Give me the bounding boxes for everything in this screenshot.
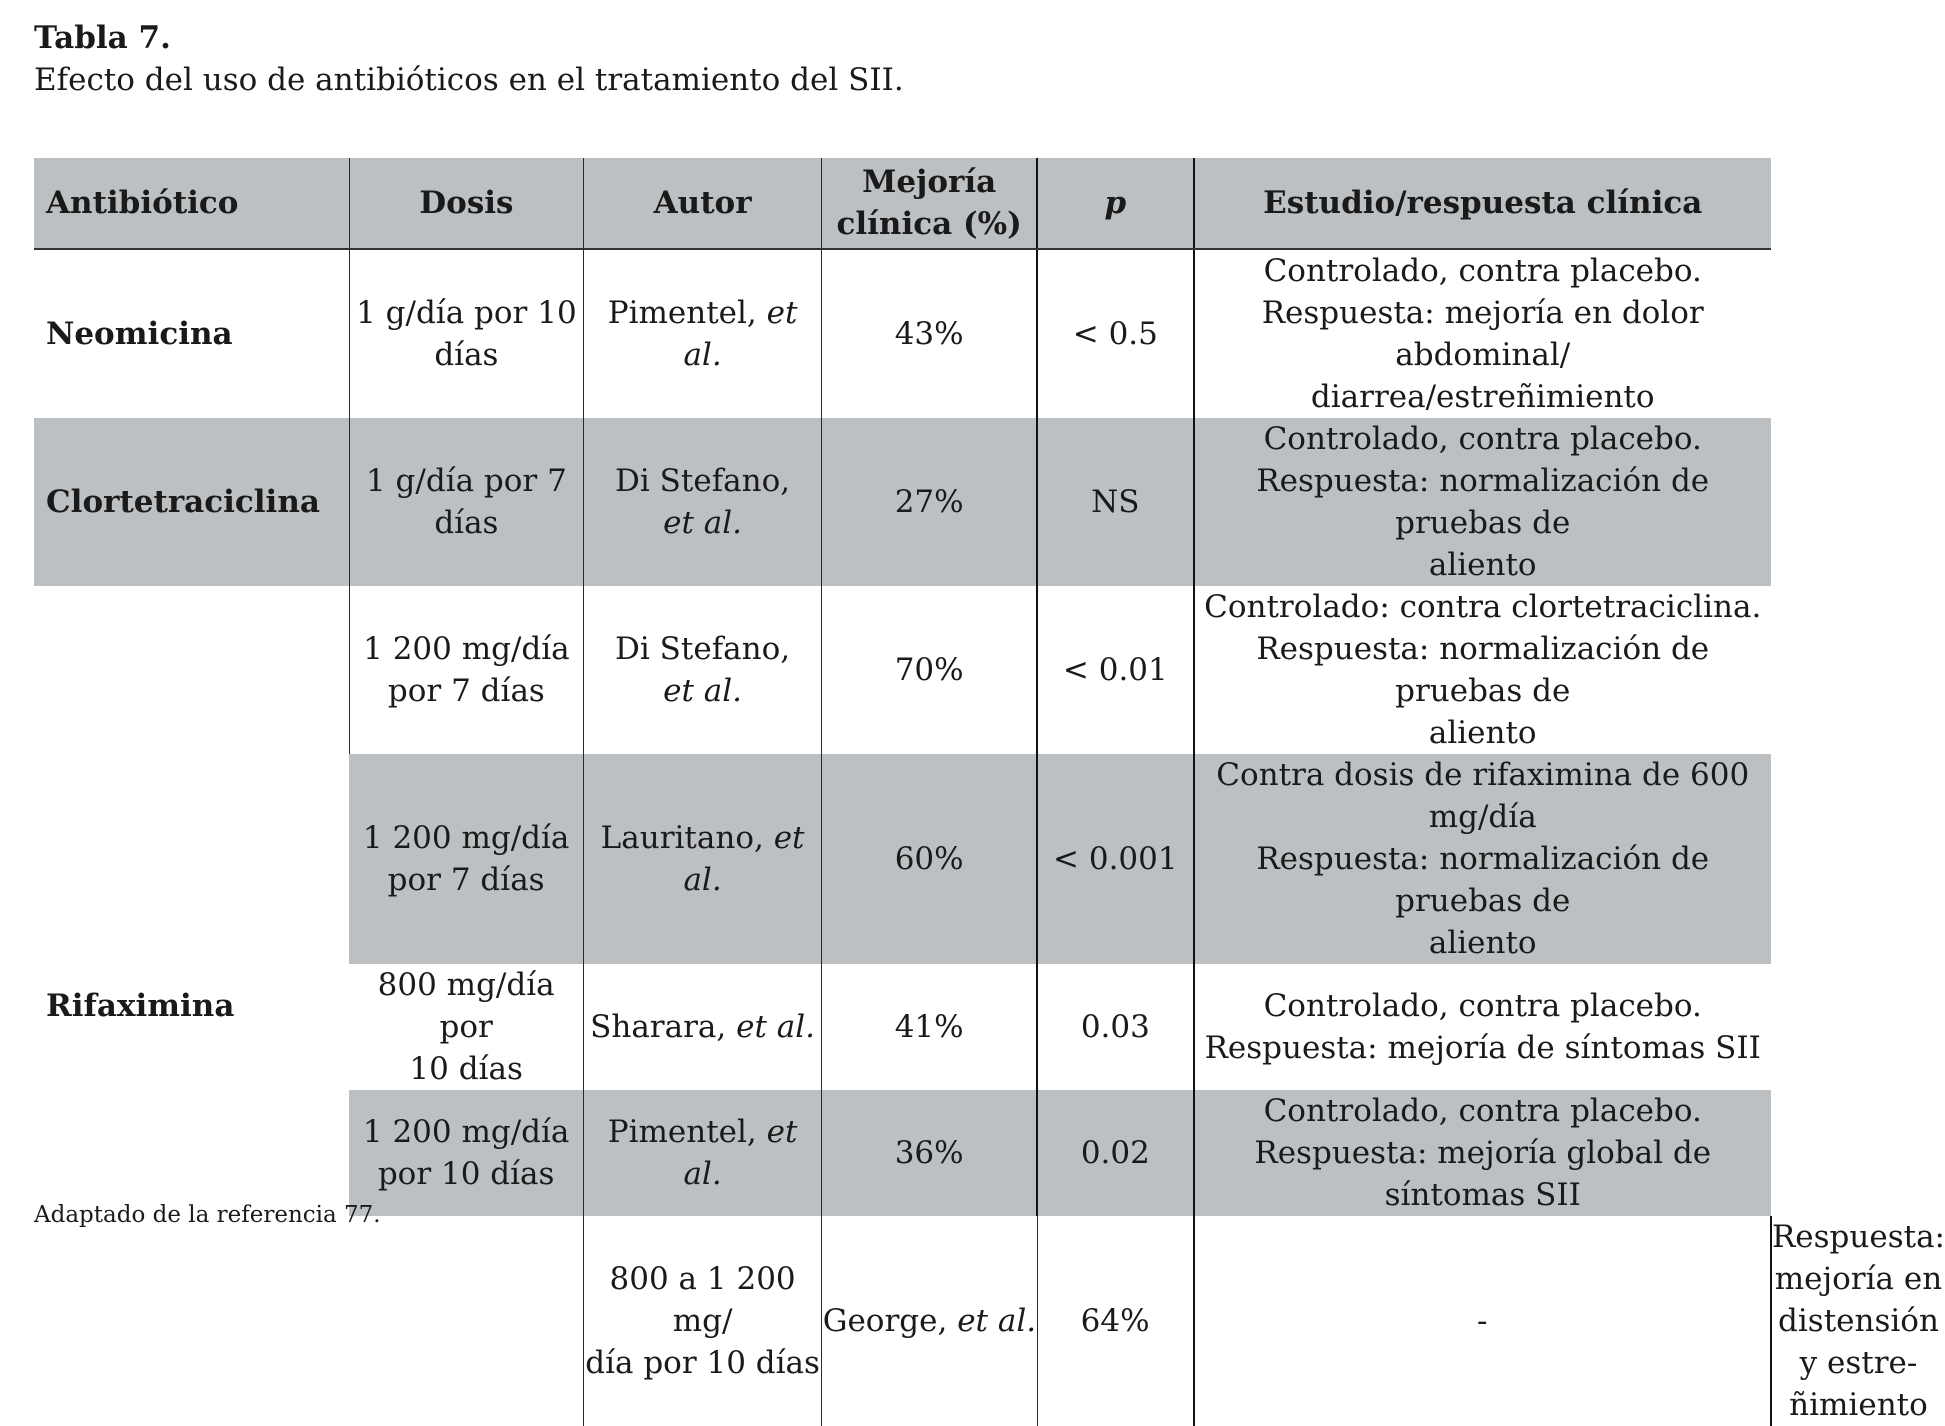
cell-author (584, 418, 822, 586)
cell-dose: 800 a 1 200 mg/ día por 10 días (584, 1216, 822, 1426)
cell-improvement: 60% (822, 754, 1038, 964)
cell-author (584, 754, 822, 964)
header-study: Estudio/respuesta clínica (1194, 158, 1771, 249)
cell-dose: 1 200 mg/día por 7 días (349, 754, 583, 964)
cell-p-value: 0.03 (1037, 964, 1193, 1090)
header-p-value: p (1037, 158, 1193, 249)
author-etal: et al. (957, 1303, 1037, 1339)
cell-improvement: 41% (822, 964, 1038, 1090)
header-improvement: Mejoría clínica (%) (822, 158, 1038, 249)
author-name: Di Stefano, (615, 631, 791, 667)
cell-study: Controlado: contra clortetraciclina. Respuesta: normalización de pruebas de aliento (1194, 586, 1771, 754)
cell-study: Controlado, contra placebo. Respuesta: mejoría en dolor abdominal/ diarrea/estreñimiento (1194, 249, 1771, 418)
table-header-row (34, 158, 1945, 249)
cell-study: Controlado, contra placebo. Respuesta: mejoría global de síntomas SII (1194, 1090, 1771, 1216)
cell-antibiotic: Rifaximina (34, 586, 349, 1426)
cell-study: Controlado, contra placebo. Respuesta: mejoría de síntomas SII (1194, 964, 1771, 1090)
cell-author (584, 586, 822, 754)
cell-dose: 1 g/día por 7 días (349, 418, 583, 586)
cell-dose: 1 200 mg/día por 10 días (349, 1090, 583, 1216)
header-dose: Dosis (349, 158, 583, 249)
cell-improvement: 27% (822, 418, 1038, 586)
cell-p-value: 0.02 (1037, 1090, 1193, 1216)
cell-improvement: 64% (1037, 1216, 1193, 1426)
cell-p-value: < 0.001 (1037, 754, 1193, 964)
header-antibiotic: Antibiótico (34, 158, 349, 249)
author-etal: et al. (683, 820, 805, 898)
cell-p-value: - (1194, 1216, 1771, 1426)
cell-study: Respuesta: mejoría en distensión y estre- ñimiento (1771, 1216, 1945, 1426)
table-caption-subtitle: Efecto del uso de antibióticos en el tratamiento del SII. (34, 62, 904, 98)
table-caption-title: Tabla 7. (34, 20, 171, 56)
cell-antibiotic: Clortetraciclina (34, 418, 349, 586)
author-name: Pimentel, (607, 1114, 767, 1150)
author-name: Lauritano, (600, 820, 774, 856)
author-etal: et al. (736, 1009, 816, 1045)
antibiotics-table (34, 158, 1945, 1426)
cell-antibiotic: Neomicina (46, 316, 233, 352)
cell-improvement: 70% (822, 586, 1038, 754)
author-name: Sharara, (590, 1009, 737, 1045)
cell-author (584, 964, 822, 1090)
cell-p-value: < 0.5 (1037, 249, 1193, 418)
table-footnote: Adaptado de la referencia 77. (34, 1202, 381, 1228)
cell-dose: 800 mg/día por 10 días (377, 967, 555, 1087)
cell-dose: 1 200 mg/día por 7 días (349, 586, 583, 754)
header-author: Autor (584, 158, 822, 249)
author-etal: et al. (683, 295, 798, 373)
table-row (34, 586, 1945, 754)
cell-p-value: NS (1037, 418, 1193, 586)
cell-p-value: < 0.01 (1037, 586, 1193, 754)
cell-improvement: 36% (822, 1090, 1038, 1216)
author-name: Di Stefano, (615, 463, 791, 499)
cell-study: Controlado, contra placebo. Respuesta: normalización de pruebas de aliento (1194, 418, 1771, 586)
cell-antibiotic-empty (349, 1216, 583, 1426)
table-row (34, 249, 1945, 418)
author-name: Pimentel, (607, 295, 767, 331)
author-name: George, (822, 1303, 958, 1339)
cell-study: Contra dosis de rifaximina de 600 mg/día Respuesta: normalización de pruebas de aliento (1194, 754, 1771, 964)
table-row (34, 418, 1945, 586)
cell-dose: 1 g/día por 10 días (349, 249, 583, 418)
cell-improvement: 43% (822, 249, 1038, 418)
cell-author (584, 249, 822, 418)
author-etal: et al. (663, 505, 743, 541)
cell-author (584, 1090, 822, 1216)
cell-author (822, 1216, 1038, 1426)
author-etal: et al. (683, 1114, 798, 1192)
author-etal: et al. (663, 673, 743, 709)
